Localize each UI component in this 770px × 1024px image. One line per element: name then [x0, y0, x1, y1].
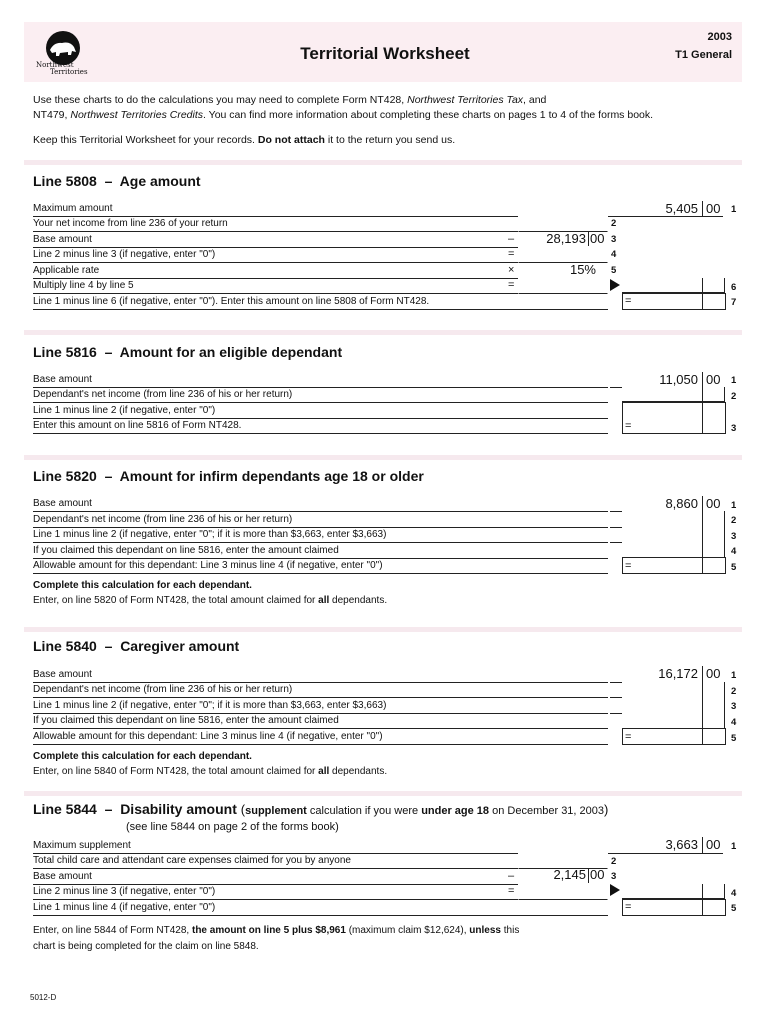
divider	[33, 216, 723, 217]
row-label: Allowable amount for this dependant: Line 3 minus line 4 (if negative, enter "0")	[33, 560, 383, 571]
divider	[33, 558, 608, 559]
cents-divider	[702, 387, 703, 433]
line-7-result[interactable]	[622, 293, 726, 310]
logo-text-2: Territories	[50, 68, 88, 76]
instruction-note: Complete this calculation for each dependant.	[33, 580, 252, 591]
line-number: 3	[731, 531, 737, 542]
arrow-right-icon	[610, 279, 620, 291]
line-5-result[interactable]	[622, 557, 726, 574]
cents-divider	[702, 201, 703, 216]
instruction-note: Complete this calculation for each dependant.	[33, 751, 252, 762]
page-title: Territorial Worksheet	[300, 44, 470, 63]
equals-sign: =	[625, 901, 632, 913]
base-cents: 00	[590, 867, 605, 882]
section-divider	[24, 330, 742, 335]
divider	[33, 309, 608, 310]
line-number: 2	[611, 856, 617, 867]
equals-sign: =	[625, 560, 632, 572]
times-sign: ×	[508, 264, 515, 276]
equals-sign: =	[625, 420, 632, 432]
line-number: 1	[731, 204, 737, 215]
base-amount: 16,172	[658, 666, 698, 681]
line-4-input[interactable]	[518, 884, 608, 900]
row-label: If you claimed this dependant on line 5816, enter the amount claimed	[33, 715, 339, 726]
row-label: Applicable rate	[33, 265, 100, 276]
equals-sign: =	[508, 279, 515, 291]
line-number: 2	[731, 391, 737, 402]
row-label: Base amount	[33, 374, 92, 385]
line-number: 3	[611, 871, 617, 882]
row-label: Base amount	[33, 234, 92, 245]
line-number: 1	[731, 375, 737, 386]
row-label: Line 2 minus line 3 (if negative, enter "0")	[33, 886, 216, 897]
line-5-result[interactable]	[622, 899, 726, 916]
cents-divider	[702, 666, 703, 682]
line-number: 4	[731, 888, 737, 899]
row-label: Line 2 minus line 3 (if negative, enter "0")	[33, 249, 216, 260]
instruction-note: chart is being completed for the claim on line 5848.	[33, 941, 259, 952]
line-6-result[interactable]	[622, 278, 725, 293]
line-number: 1	[731, 500, 737, 511]
line-number: 2	[731, 686, 737, 697]
lines-2-4-input[interactable]	[622, 682, 725, 729]
line-5-result[interactable]	[622, 728, 726, 745]
line-number: 4	[731, 717, 737, 728]
section-divider	[24, 627, 742, 632]
instruction-note: Enter, on line 5840 of Form NT428, the total amount claimed for all dependants.	[33, 766, 388, 777]
row-label: Multiply line 4 by line 5	[33, 280, 134, 291]
lines-2-4-input[interactable]	[622, 511, 725, 558]
divider	[33, 542, 608, 543]
line-number: 5	[731, 903, 737, 914]
form-code: 5012-D	[30, 993, 57, 1002]
line-number: 4	[611, 249, 617, 260]
form-name: T1 General	[675, 49, 732, 61]
arrow-right-icon	[610, 884, 620, 896]
instruction-note: Enter, on line 5820 of Form NT428, the total amount claimed for all dependants.	[33, 595, 388, 606]
divider	[33, 527, 608, 528]
row-label: Dependant's net income (from line 236 of his or her return)	[33, 684, 293, 695]
intro-paragraph-2: Keep this Territorial Worksheet for your records. Do not attach it to the return you send us.	[33, 134, 456, 146]
divider	[33, 713, 608, 714]
base-cents: 00	[706, 496, 721, 511]
section-subtitle: (see line 5844 on page 2 of the forms book)	[126, 821, 339, 833]
base-amount: 11,050	[659, 372, 698, 387]
line-number: 2	[611, 218, 617, 229]
row-label: Base amount	[33, 669, 92, 680]
line-4-input[interactable]	[518, 247, 608, 263]
line-number: 3	[731, 423, 737, 434]
section-title-5840: Line 5840 – Caregiver amount	[33, 638, 240, 654]
intro-paragraph-1: Use these charts to do the calculations you may need to complete Form NT428, Northwest Territories Tax, and NT479, Northwest Territories Credits. You can find more information about completing these charts on pages 1 to 4 of the forms book.	[33, 94, 654, 121]
row-label: Line 1 minus line 2 (if negative, enter "0"; if it is more than $3,663, enter $3,663)	[33, 529, 387, 540]
row-label: Dependant's net income (from line 236 of his or her return)	[33, 514, 293, 525]
line-6-input[interactable]	[518, 278, 608, 294]
cents-divider	[702, 496, 703, 511]
equals-sign: =	[625, 295, 632, 307]
line-number: 3	[611, 234, 617, 245]
instruction-note: Enter, on line 5844 of Form NT428, the amount on line 5 plus $8,961 (maximum claim $12,624), unless this	[33, 925, 520, 936]
row-label: Your net income from line 236 of your return	[33, 218, 228, 229]
minus-sign: –	[508, 870, 515, 882]
amount-max: 3,663	[665, 837, 698, 852]
divider	[33, 744, 608, 745]
row-label: Maximum amount	[33, 203, 113, 214]
section-title-5820: Line 5820 – Amount for infirm dependants age 18 or older	[33, 468, 424, 484]
line-4-result[interactable]	[622, 884, 725, 899]
line-2-input[interactable]	[518, 216, 608, 232]
line-number: 5	[611, 265, 617, 276]
row-label: Line 1 minus line 6 (if negative, enter "0"). Enter this amount on line 5808 of Form NT428.	[33, 296, 430, 307]
cents-divider	[588, 231, 589, 246]
row-label: Dependant's net income (from line 236 of his or her return)	[33, 389, 293, 400]
tax-year: 2003	[707, 31, 732, 43]
logo-text-1: Northwest	[36, 61, 74, 69]
cents-divider	[702, 884, 703, 915]
minus-sign: –	[508, 233, 515, 245]
equals-sign: =	[625, 731, 632, 743]
amount-max: 5,405	[665, 201, 698, 216]
section-divider	[24, 160, 742, 165]
divider	[33, 387, 608, 388]
row-label: Total child care and attendant care expenses claimed for you by anyone	[33, 855, 351, 866]
divider	[33, 853, 723, 854]
line-number: 3	[731, 701, 737, 712]
divider	[33, 915, 608, 916]
line-number: 1	[731, 841, 737, 852]
line-3-result[interactable]	[622, 402, 726, 434]
row-label: Base amount	[33, 498, 92, 509]
base-cents: 00	[706, 372, 721, 387]
row-label: Line 1 minus line 2 (if negative, enter "0")	[33, 405, 216, 416]
base-amount: 28,193	[546, 231, 586, 246]
cents-divider	[702, 837, 703, 853]
base-amount: 2,145	[553, 867, 586, 882]
divider	[33, 511, 608, 512]
applicable-rate: 15%	[569, 262, 596, 277]
row-label: Line 1 minus line 4 (if negative, enter "0")	[33, 902, 216, 913]
line-2-input[interactable]	[622, 387, 725, 402]
line-number: 1	[731, 670, 737, 681]
divider	[33, 433, 608, 434]
cents-divider	[702, 372, 703, 387]
base-amount: 8,860	[665, 496, 698, 511]
divider	[33, 418, 608, 419]
row-label: Line 1 minus line 2 (if negative, enter "0"; if it is more than $3,663, enter $3,663)	[33, 700, 387, 711]
section-title-5816: Line 5816 – Amount for an eligible dependant	[33, 344, 343, 360]
section-title-5844: Line 5844 – Disability amount (supplement calculation if you were under age 18 on December 31, 2003)	[33, 801, 609, 817]
line-number: 2	[731, 515, 737, 526]
line-number: 5	[731, 562, 737, 573]
divider	[33, 402, 608, 403]
line-number: 7	[731, 297, 737, 308]
cents-divider	[588, 868, 589, 883]
section-divider	[24, 791, 742, 796]
base-cents: 00	[590, 231, 605, 246]
cents-divider	[702, 511, 703, 573]
row-label: If you claimed this dependant on line 5816, enter the amount claimed	[33, 545, 339, 556]
divider	[33, 697, 608, 698]
cents-divider	[702, 278, 703, 309]
cents-divider	[702, 682, 703, 744]
section-divider	[24, 455, 742, 460]
row-label: Maximum supplement	[33, 840, 131, 851]
row-label: Enter this amount on line 5816 of Form NT428.	[33, 420, 242, 431]
line-number: 5	[731, 733, 737, 744]
line-number: 6	[731, 282, 737, 293]
amount-cents: 00	[706, 837, 721, 852]
equals-sign: =	[508, 248, 515, 260]
divider	[33, 573, 608, 574]
row-label: Allowable amount for this dependant: Line 3 minus line 4 (if negative, enter "0")	[33, 731, 383, 742]
equals-sign: =	[508, 885, 515, 897]
row-label: Base amount	[33, 871, 92, 882]
line-number: 4	[731, 546, 737, 557]
section-title-5808: Line 5808 – Age amount	[33, 173, 201, 189]
base-cents: 00	[706, 666, 721, 681]
divider	[33, 682, 608, 683]
divider	[33, 728, 608, 729]
amount-cents: 00	[706, 201, 721, 216]
